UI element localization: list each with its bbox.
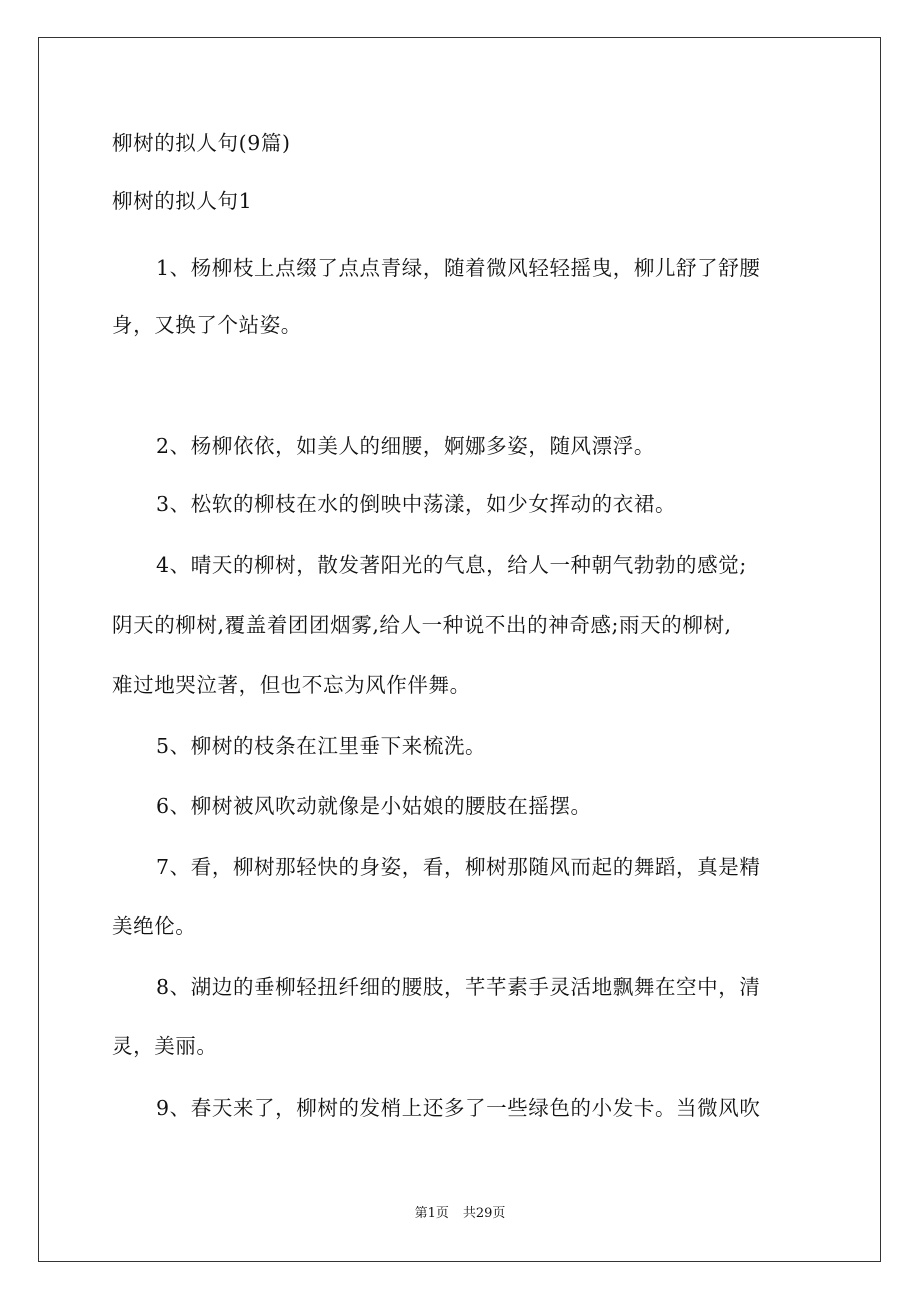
section-heading: 柳树的拟人句1 <box>112 189 253 213</box>
total-pages: 共29页 <box>462 1206 506 1221</box>
text-line: 身，又换了个站姿。 <box>112 313 302 337</box>
text-line: 美绝伦。 <box>112 914 197 938</box>
text-line: 9、春天来了，柳树的发梢上还多了一些绿色的小发卡。当微风吹 <box>156 1096 761 1120</box>
text-line: 难过地哭泣著，但也不忘为风作伴舞。 <box>112 673 471 697</box>
page-number: 第1页 <box>414 1206 449 1221</box>
page-frame <box>38 37 881 1262</box>
text-line: 2、杨柳依依，如美人的细腰，婀娜多姿，随风漂浮。 <box>156 434 655 458</box>
text-line: 7、看，柳树那轻快的身姿，看，柳树那随风而起的舞蹈，真是精 <box>156 855 761 879</box>
document-title: 柳树的拟人句(9篇) <box>112 131 291 155</box>
text-line: 5、柳树的枝条在江里垂下来梳洗。 <box>156 734 487 758</box>
text-line: 3、松软的柳枝在水的倒映中荡漾，如少女挥动的衣裙。 <box>156 492 677 516</box>
page-footer <box>0 1206 920 1222</box>
text-line: 1、杨柳枝上点缀了点点青绿，随着微风轻轻摇曳，柳儿舒了舒腰 <box>156 256 761 280</box>
text-line: 6、柳树被风吹动就像是小姑娘的腰肢在摇摆。 <box>156 794 592 818</box>
text-line: 4、晴天的柳树，散发著阳光的气息，给人一种朝气勃勃的感觉; <box>156 553 747 577</box>
text-line: 8、湖边的垂柳轻扭纤细的腰肢，芊芊素手灵活地飘舞在空中，清 <box>156 975 761 999</box>
text-line: 阴天的柳树,覆盖着团团烟雾,给人一种说不出的神奇感;雨天的柳树, <box>112 613 732 637</box>
text-line: 灵，美丽。 <box>112 1034 218 1058</box>
